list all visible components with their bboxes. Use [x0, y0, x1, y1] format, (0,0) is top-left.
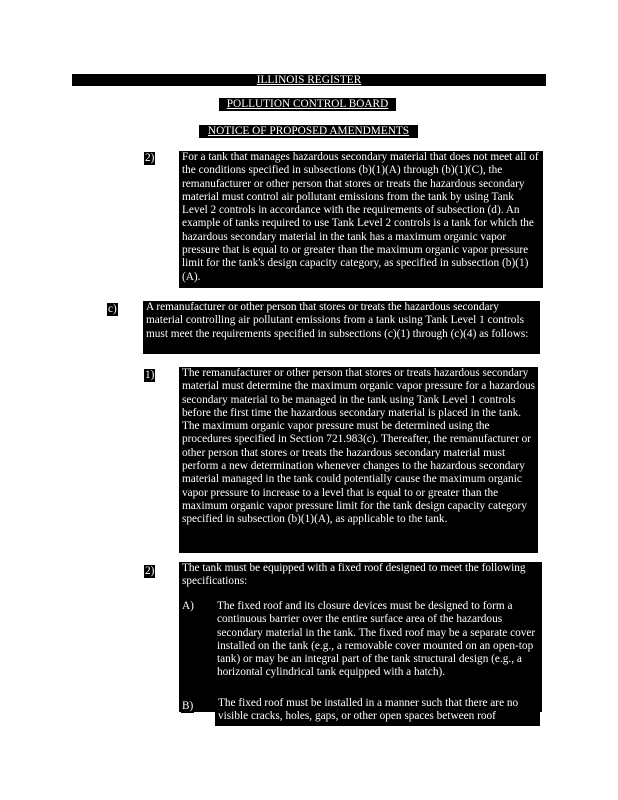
item-2-text: The tank must be equipped with a fixed roof designed to meet the following specifications:: [182, 562, 526, 588]
register-title: ILLINOIS REGISTER: [256, 74, 362, 86]
item-c-text: A remanufacturer or other person that stores or treats the hazardous secondary material controlling air pollutant emissions from a tank using Tank Level 1 controls must meet the requirements specified in subsections (c)(1) through (c)(4) as follows:: [146, 301, 529, 340]
item-A-label: A): [182, 600, 194, 612]
item-B-label: B): [182, 700, 194, 712]
item-2-block: [179, 562, 542, 712]
item-1-block: [179, 367, 538, 553]
item-2-top-text: For a tank that manages hazardous secondary material that does not meet all of the conditions specified in subsections (b)(1)(A) through (b)(1)(C), the remanufacturer or other person that stores or treats the hazardous secondary material must control air pollutant emissions from the tank by using Tank Level 2 controls in accordance with the requirements of subsection (d). An example of tanks required to use Tank Level 2 controls is a tank for which the hazardous secondary material in the tank has a maximum organic vapor pressure that is equal to or greater than the maximum organic vapor pressure limit for the tank's design capacity category, as specified in subsection (b)(1)(A).: [182, 151, 539, 283]
header-board: [219, 98, 396, 111]
header-title: [72, 74, 546, 86]
item-B-block: [215, 697, 540, 726]
item-1-text: The remanufacturer or other person that stores or treats hazardous secondary material must determine the maximum organic vapor pressure for a hazardous secondary material to be managed in the tank using Tank Level 1 controls before the first time the hazardous secondary material is placed in the tank. The maximum organic vapor pressure must be determined using the procedures specified in Section 721.983(c). Thereafter, the remanufacturer or other person that stores or treats the hazardous secondary material must perform a new determination whenever changes to the hazardous secondary material managed in the tank could potentially cause the maximum organic vapor pressure to increase to a level that is equal to or greater than the maximum organic vapor pressure limit for the tank design capacity category specified in subsection (b)(1)(A), as applicable to the tank.: [182, 367, 536, 526]
item-c-label: c): [108, 303, 117, 315]
item-2-top-block: [179, 151, 543, 288]
item-A-text: The fixed roof and its closure devices must be designed to form a continuous barrier over the entire surface area of the hazardous secondary material in the tank. The fixed roof may be a separate cover installed on the tank (e.g., a removable cover mounted on an open-top tank) or may be an integral part of the tank structural design (e.g., a horizontal cylindrical tank equipped with a hatch).: [217, 600, 536, 679]
header-notice: [199, 125, 418, 138]
item-c-block: [143, 301, 540, 354]
item-A-block: [214, 600, 540, 680]
item-2-label: 2): [145, 565, 155, 577]
item-2-top-label: 2): [145, 152, 155, 164]
item-1-label: 1): [145, 369, 155, 381]
notice-title: NOTICE OF PROPOSED AMENDMENTS: [207, 125, 410, 137]
item-B-text: The fixed roof must be installed in a manner such that there are no visible cracks, holes, gaps, or other open spaces between roof: [218, 697, 519, 723]
board-title: POLLUTION CONTROL BOARD: [226, 98, 389, 110]
